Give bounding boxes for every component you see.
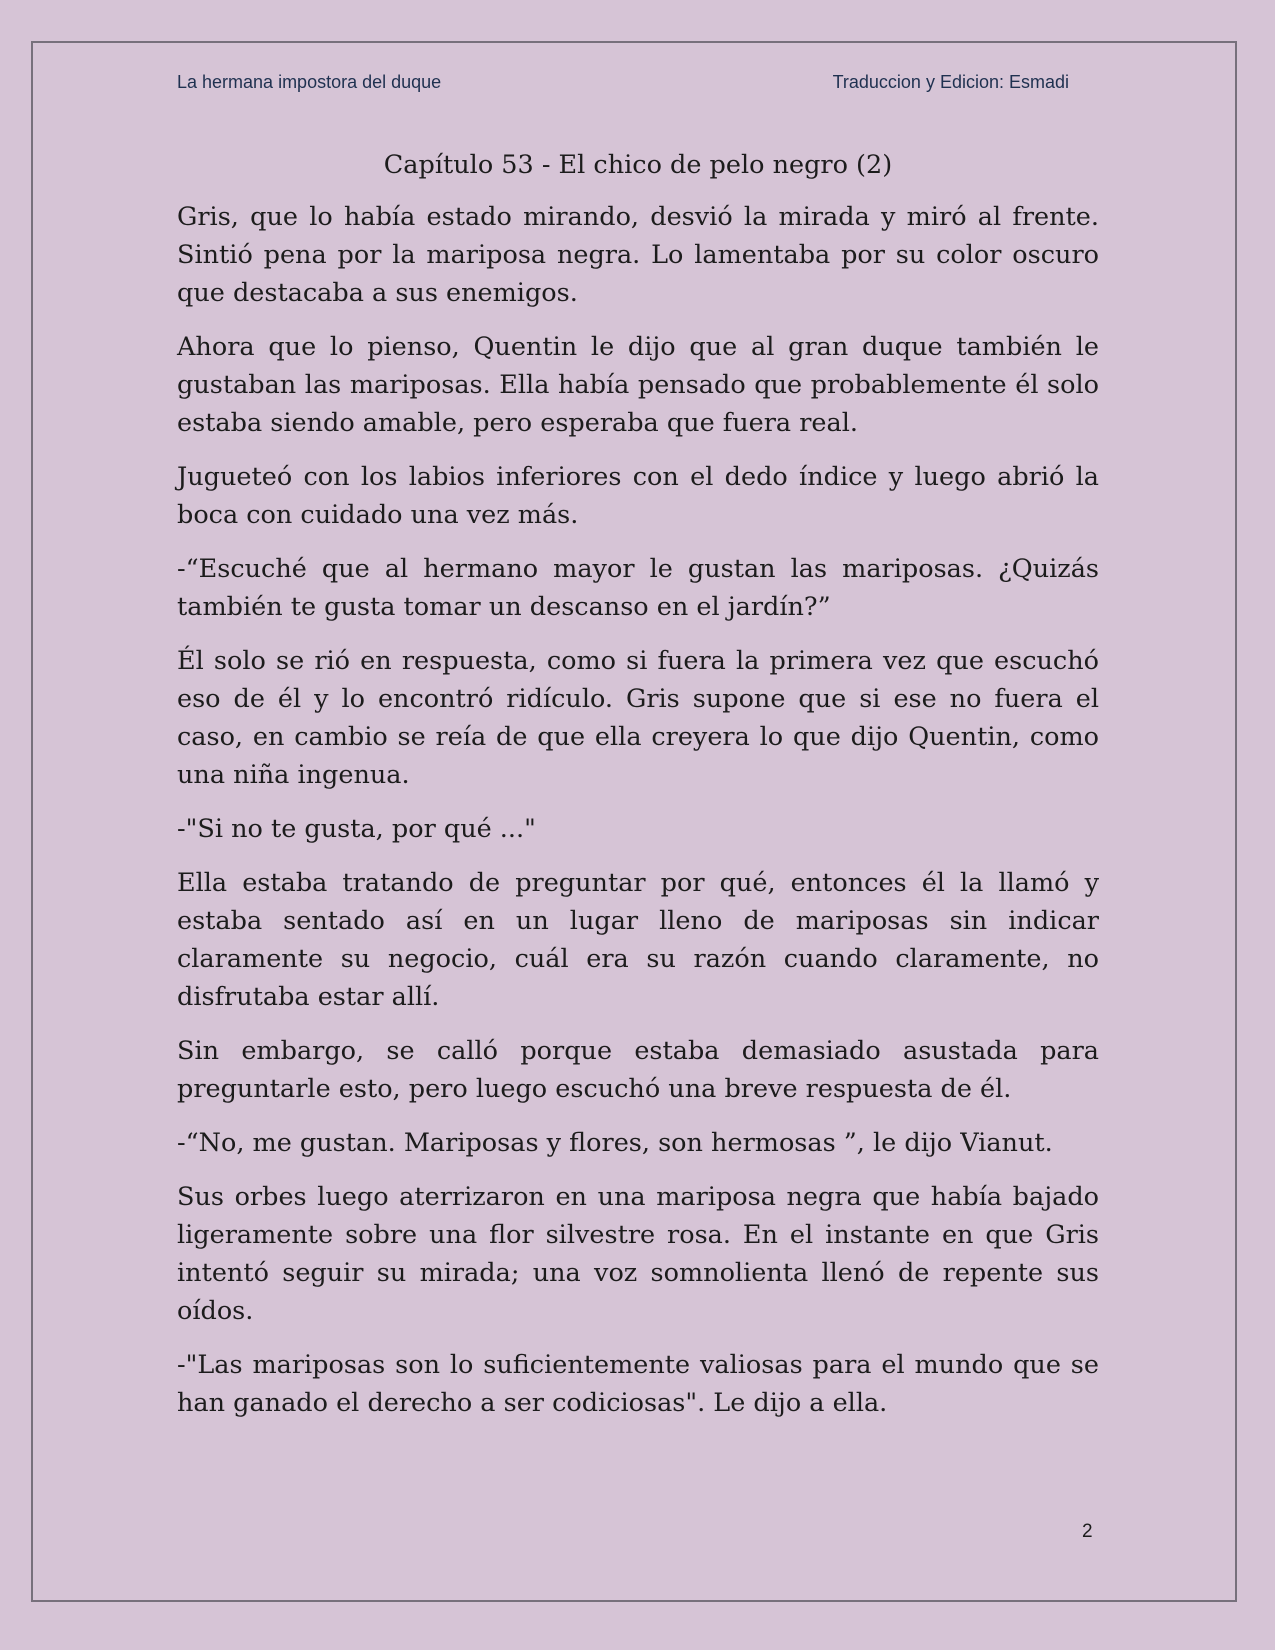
header-book-title: La hermana impostora del duque bbox=[177, 72, 442, 92]
paragraph: -"Las mariposas son lo suficientemente valiosas para el mundo que se han ganado el derecho a ser codiciosas". Le dijo a ella. bbox=[177, 1350, 1099, 1418]
paragraph: Ahora que lo pienso, Quentin le dijo que al gran duque también le gustaban las mariposas. Ella había pensado que probablemente él solo estaba siendo amable, pero esperaba que fuera real. bbox=[177, 332, 1099, 438]
document-body bbox=[177, 146, 1099, 1438]
paragraph: Sin embargo, se calló porque estaba demasiado asustada para preguntarle esto, pero luego escuchó una breve respuesta de él. bbox=[177, 1036, 1099, 1104]
paragraph: -“Escuché que al hermano mayor le gustan las mariposas. ¿Quizás también te gusta tomar un descanso en el jardín?” bbox=[177, 554, 1099, 622]
paragraph: Gris, que lo había estado mirando, desvió la mirada y miró al frente. Sintió pena por la mariposa negra. Lo lamentaba por su color oscuro que destacaba a sus enemigos. bbox=[177, 202, 1099, 308]
paragraph: Él solo se rió en respuesta, como si fuera la primera vez que escuchó eso de él y lo encontró ridículo. Gris supone que si ese no fuera el caso, en cambio se reía de que ella creyera lo que dijo Quentin, como una niña ingenua. bbox=[177, 646, 1099, 790]
paragraph: -“No, me gustan. Mariposas y flores, son hermosas ”, le dijo Vianut. bbox=[177, 1128, 1053, 1158]
running-header bbox=[177, 72, 1069, 102]
header-credits: Traduccion y Edicion: Esmadi bbox=[832, 72, 1069, 92]
page-number: 2 bbox=[1082, 1521, 1093, 1542]
paragraph: -"Si no te gusta, por qué ..." bbox=[177, 814, 536, 844]
paragraph: Sus orbes luego aterrizaron en una mariposa negra que había bajado ligeramente sobre una flor silvestre rosa. En el instante en que Gris intentó seguir su mirada; una voz somnolienta llenó de repente sus oídos. bbox=[177, 1182, 1099, 1326]
paragraph: Ella estaba tratando de preguntar por qué, entonces él la llamó y estaba sentado así en un lugar lleno de mariposas sin indicar claramente su negocio, cuál era su razón cuando claramente, no disfrutaba estar allí. bbox=[177, 868, 1099, 1012]
chapter-title: Capítulo 53 - El chico de pelo negro (2) bbox=[383, 150, 893, 180]
paragraph: Jugueteó con los labios inferiores con el dedo índice y luego abrió la boca con cuidado una vez más. bbox=[177, 462, 1099, 530]
